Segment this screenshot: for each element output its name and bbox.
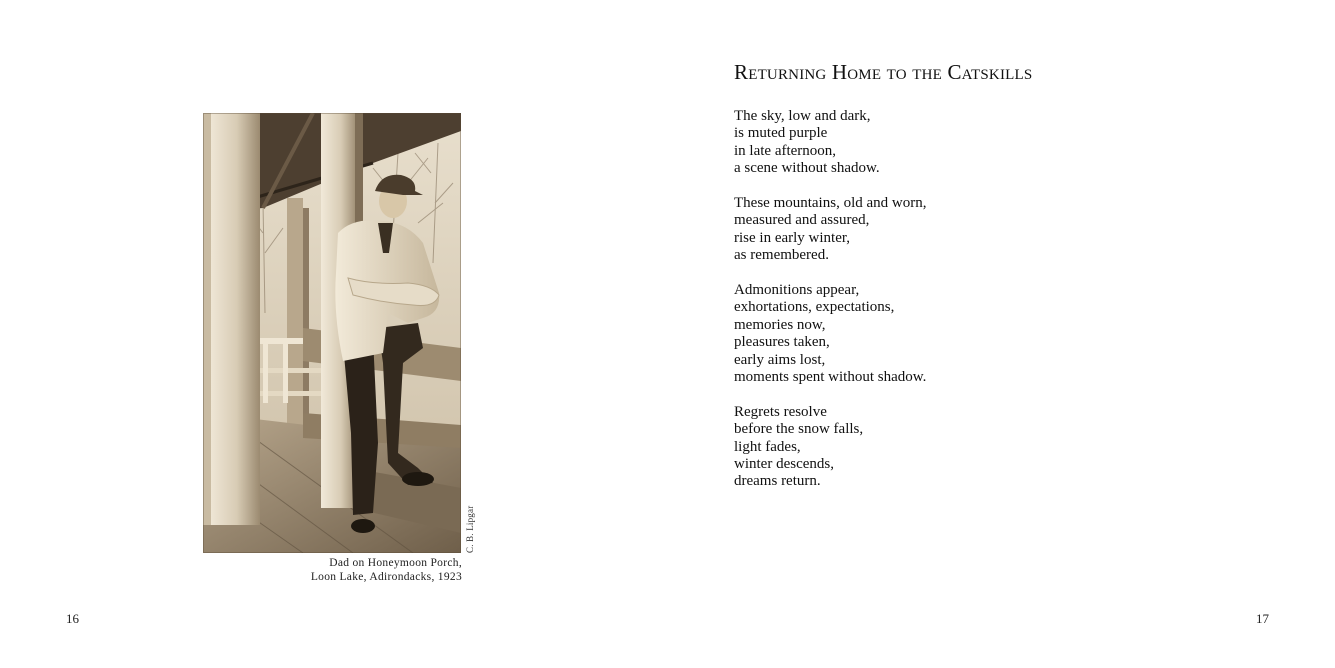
poem-line: in late afternoon, [734,142,837,159]
page-number-right: 17 [1256,611,1269,626]
poem-stanza [734,282,1154,386]
page-number-left: 16 [66,611,79,626]
caption-line: Loon Lake, Adirondacks, 1923 [310,571,462,583]
poem-line: as remembered. [734,247,829,264]
caption-line: Dad on Honeymoon Porch, [329,557,462,569]
poem-line: Regrets resolve [734,403,827,420]
poem-title: Returning Home to the Catskills [734,60,1033,84]
poem-line: early aims lost, [734,351,826,368]
poem-line: measured and assured, [734,212,870,229]
poem-stanza [734,195,1154,265]
sepia-photograph [203,113,461,553]
photo-caption [311,556,462,584]
poem-line: memories now, [734,316,826,333]
poem-line: dreams return. [734,473,821,490]
poem-line: These mountains, old and worn, [734,195,927,212]
porch-photo-illustration [203,113,461,553]
poem-line: light fades, [734,438,801,455]
poem-line: moments spent without shadow. [734,369,927,386]
poem-body [734,108,1154,508]
poem-line: before the snow falls, [734,421,864,438]
poem-line: Admonitions appear, [734,282,860,299]
right-page [667,0,1335,668]
left-page [0,0,667,668]
poem-line: The sky, low and dark, [734,108,871,124]
poem-line: a scene without shadow. [734,160,880,177]
poem-line: winter descends, [734,456,834,473]
poem-line: is muted purple [734,125,828,142]
poem-stanza [734,404,1154,491]
photo-credit: C. B. Lipgar [465,505,475,553]
poem-line: pleasures taken, [734,334,830,351]
poem-line: rise in early winter, [734,229,851,246]
poem-stanza [734,108,1154,178]
poem-line: exhortations, expectations, [734,299,895,316]
